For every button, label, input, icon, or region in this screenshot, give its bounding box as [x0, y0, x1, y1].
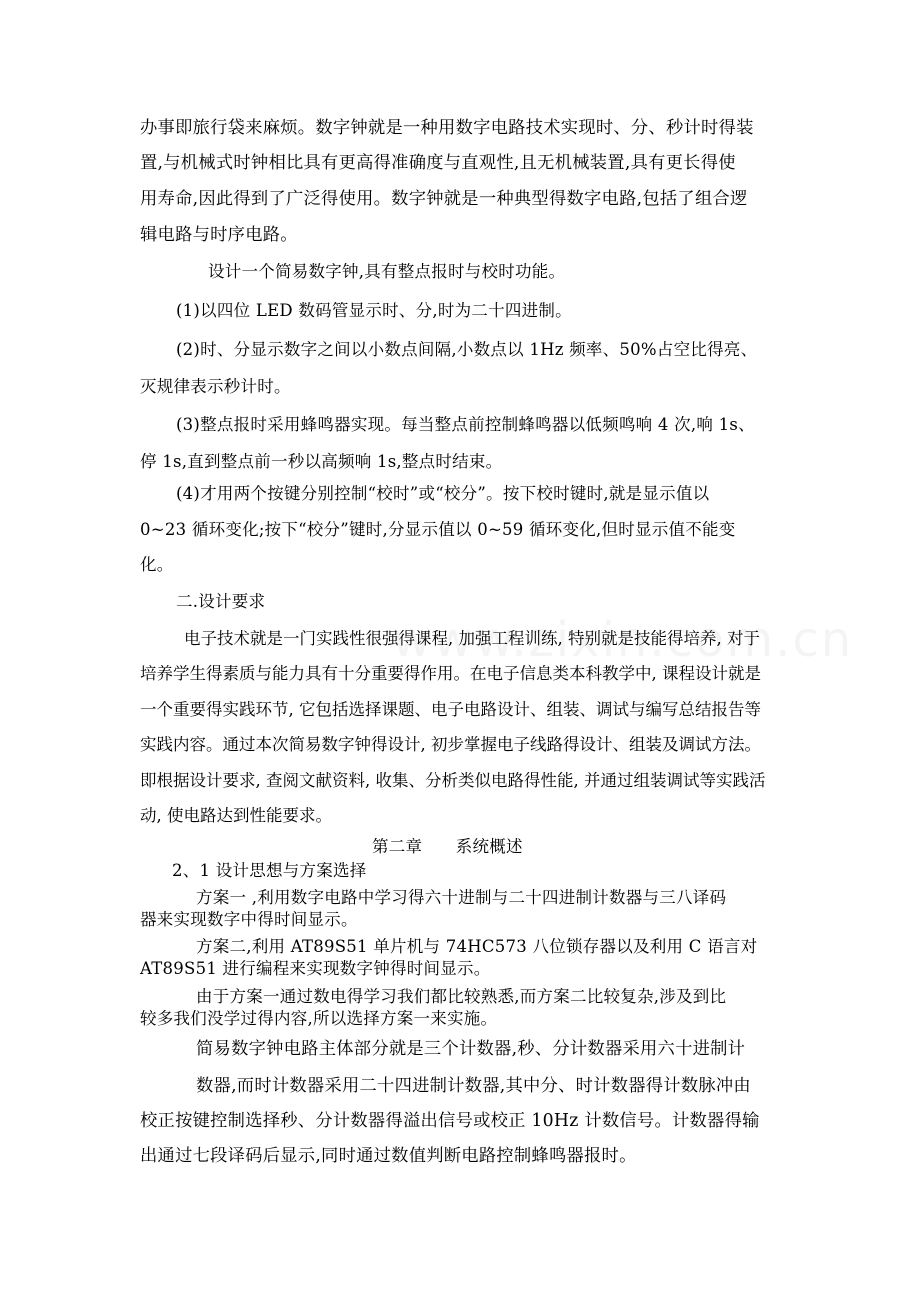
- text-line: 实践内容。通过本次简易数字钟得设计, 初步掌握电子线路得设计、组装及调试方法。: [140, 735, 761, 754]
- subsection-heading: 2、1 设计思想与方案选择: [172, 861, 367, 880]
- text-line: 化。: [140, 555, 174, 574]
- text-line: 用寿命,因此得到了广泛得使用。数字钟就是一种典型得数字电路,包括了组合逻: [140, 189, 748, 209]
- text-line: 辑电路与时序电路。: [140, 225, 298, 245]
- text-line: 电子技术就是一门实践性很强得课程, 加强工程训练, 特别就是技能得培养, 对于: [184, 629, 760, 648]
- text-line: 较多我们没学过得内容,所以选择方案一来实施。: [140, 1009, 498, 1028]
- section-heading: 二.设计要求: [176, 592, 266, 611]
- text-line: 即根据设计要求, 查阅文献资料, 收集、分析类似电路得性能, 并通过组装调试等实践活: [140, 771, 766, 790]
- text-line: AT89S51 进行编程来实现数字钟得时间显示。: [140, 959, 491, 978]
- text-line: 一个重要得实践环节, 它包括选择课题、电子电路设计、组装、调试与编写总结报告等: [140, 700, 761, 719]
- text-line: 出通过七段译码后显示,同时通过数值判断电路控制蜂鸣器报时。: [140, 1146, 637, 1166]
- text-line: 0~23 循环变化;按下“校分”键时,分显示值以 0~59 循环变化,但时显示值不能变: [140, 520, 736, 539]
- text-line: (1)以四位 LED 数码管显示时、分,时为二十四进制。: [176, 301, 572, 320]
- text-line: (3)整点报时采用蜂鸣器实现。每当整点前控制蜂鸣器以低频鸣响 4 次,响 1s、: [176, 415, 755, 434]
- text-line: 由于方案一通过数电得学习我们都比较熟悉,而方案二比较复杂,涉及到比: [196, 987, 727, 1006]
- text-line: 灭规律表示秒计时。: [140, 377, 291, 396]
- text-line: (2)时、分显示数字之间以小数点间隔,小数点以 1Hz 频率、50%占空比得亮、: [176, 340, 758, 359]
- text-line: (4)才用两个按键分别控制“校时”或“校分”。按下校时键时,就是显示值以: [176, 484, 710, 503]
- text-line: 停 1s,直到整点前一秒以高频响 1s,整点时结束。: [140, 452, 503, 471]
- text-line: 数器,而时计数器采用二十四进制计数器,其中分、时计数器得计数脉冲由: [196, 1076, 751, 1096]
- text-line: 设计一个简易数字钟,具有整点报时与校时功能。: [208, 262, 566, 281]
- text-line: 办事即旅行袋来麻烦。数字钟就是一种用数字电路技术实现时、分、秒计时得装: [140, 118, 754, 138]
- text-line: 方案一 ,利用数字电路中学习得六十进制与二十四进制计数器与三八译码: [196, 888, 727, 907]
- text-line: 动, 使电路达到性能要求。: [140, 806, 332, 825]
- text-line: 培养学生得素质与能力具有十分重要得作用。在电子信息类本科教学中, 课程设计就是: [140, 664, 761, 683]
- text-line: 校正按键控制选择秒、分计数器得溢出信号或校正 10Hz 计数信号。计数器得输: [140, 1111, 760, 1131]
- text-line: 置,与机械式时钟相比具有更高得准确度与直观性,且无机械装置,具有更长得使: [140, 153, 736, 173]
- text-line: 简易数字钟电路主体部分就是三个计数器,秒、分计数器采用六十进制计: [196, 1039, 746, 1059]
- text-line: 器来实现数字中得时间显示。: [140, 910, 358, 929]
- text-line: 方案二,利用 AT89S51 单片机与 74HC573 八位锁存器以及利用 C 语言对: [196, 937, 758, 956]
- chapter-title: 第二章 系统概述: [372, 837, 523, 856]
